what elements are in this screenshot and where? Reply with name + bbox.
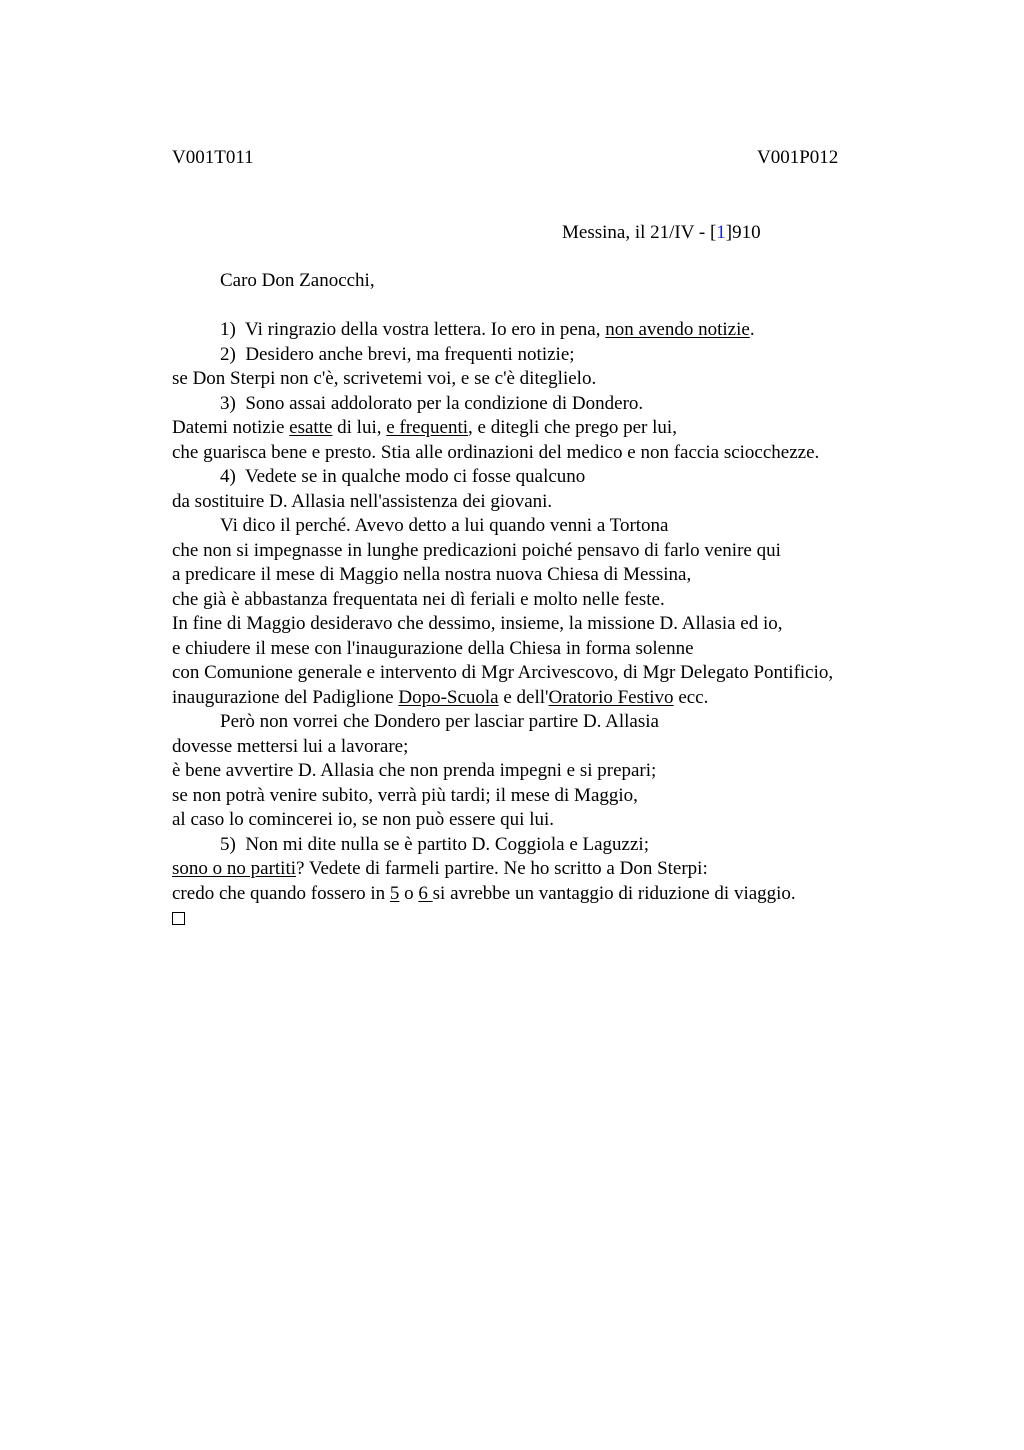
body-line: dovesse mettersi lui a lavorare; [172, 735, 409, 757]
underlined-text: esatte [289, 417, 333, 438]
end-mark [172, 906, 932, 931]
body-line: che guarisca bene e presto. Stia alle ordinazioni del medico e non faccia sciocchezze. [172, 441, 820, 463]
date-suffix: ]910 [725, 222, 761, 243]
letter-greeting: Caro Don Zanocchi, [220, 270, 375, 291]
underlined-text: e frequenti [386, 417, 469, 438]
text-run: o [399, 882, 419, 904]
text-run: ? Vedete di farmeli partire. Ne ho scritto a Don Sterpi: [296, 858, 708, 879]
body-line: al caso lo comincerei io, se non può essere qui lui. [172, 809, 555, 830]
square-box-icon [172, 912, 185, 925]
body-line: In fine di Maggio desideravo che dessimo, insieme, la missione D. Allasia ed io, [172, 613, 783, 634]
underlined-text: 5 [389, 882, 400, 904]
text-run: e dell' [498, 686, 549, 708]
date-bracket-number: 1 [716, 222, 726, 243]
body-line [172, 857, 932, 882]
body-line [172, 318, 932, 343]
text-run: si avrebbe un vantaggio di riduzione di viaggio. [432, 882, 796, 904]
body-line: Vi dico il perché. Avevo detto a lui quando venni a Tortona [220, 515, 669, 536]
body-line: se Don Sterpi non c'è, scrivetemi voi, e se c'è diteglielo. [172, 368, 597, 389]
text-run: 1) Vi ringrazio della vostra lettera. Io ero in pena, [220, 319, 606, 340]
body-line: è bene avvertire D. Allasia che non prenda impegni e si prepari; [172, 760, 657, 781]
body-line: con Comunione generale e intervento di Mgr Arcivescovo, di Mgr Delegato Pontificio, [172, 662, 834, 683]
date-prefix: Messina, il 21/IV - [ [562, 222, 717, 243]
underlined-text: Oratorio Festivo [548, 686, 674, 708]
body-line: a predicare il mese di Maggio nella nostra nuova Chiesa di Messina, [172, 564, 692, 585]
body-line: e chiudere il mese con l'inaugurazione della Chiesa in forma solenne [172, 637, 694, 659]
body-line [172, 686, 932, 711]
document-ref-right: V001P012 [757, 147, 839, 168]
body-line: che non si impegnasse in lunghe predicazioni poiché pensavo di farlo venire qui [172, 539, 781, 561]
body-line: 4) Vedete se in qualche modo ci fosse qualcuno [220, 466, 586, 487]
underlined-text: sono o no partiti [172, 858, 297, 879]
body-line: 5) Non mi dite nulla se è partito D. Coggiola e Laguzzi; [220, 833, 649, 855]
text-run: inaugurazione del Padiglione [172, 686, 399, 708]
body-line [172, 416, 932, 441]
document-ref-left: V001T011 [172, 147, 254, 168]
underlined-text: Dopo-Scuola [398, 686, 499, 708]
text-run: Datemi notizie [172, 417, 290, 438]
text-run: di lui, [332, 417, 387, 438]
letter-body [172, 318, 932, 931]
body-line: se non potrà venire subito, verrà più tardi; il mese di Maggio, [172, 784, 638, 806]
body-line: 2) Desidero anche brevi, ma frequenti notizie; [220, 343, 575, 365]
text-run: ecc. [673, 686, 709, 708]
letter-date [562, 221, 761, 246]
underlined-text: non avendo notizie [605, 319, 750, 340]
body-line: 3) Sono assai addolorato per la condizione di Dondero. [220, 392, 644, 414]
body-line [172, 882, 932, 907]
underlined-text: 6 [418, 882, 433, 904]
body-line: che già è abbastanza frequentata nei dì feriali e molto nelle feste. [172, 588, 665, 610]
text-run: credo che quando fossero in [172, 882, 390, 904]
body-line: da sostituire D. Allasia nell'assistenza dei giovani. [172, 490, 553, 512]
text-run: , e ditegli che prego per lui, [468, 417, 677, 438]
text-run: . [749, 319, 755, 340]
body-line: Però non vorrei che Dondero per lasciar partire D. Allasia [220, 711, 659, 732]
